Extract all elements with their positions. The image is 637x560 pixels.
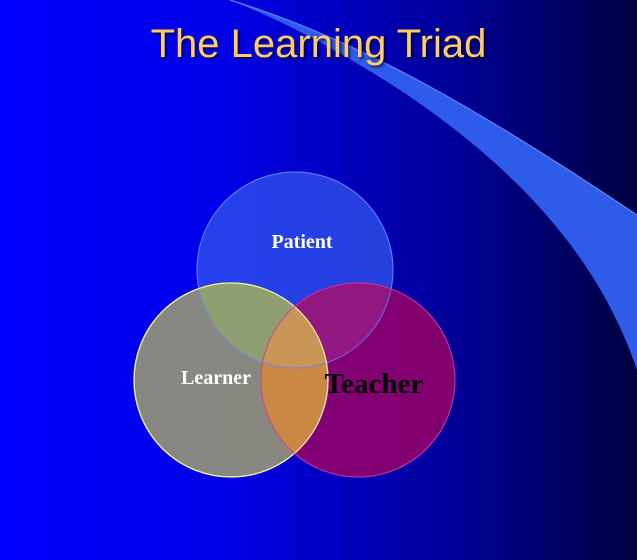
patient-label: Patient — [271, 231, 333, 253]
teacher-label: Teacher — [324, 368, 424, 400]
slide-title: The Learning Triad — [150, 22, 487, 66]
learner-label: Learner — [181, 367, 251, 389]
